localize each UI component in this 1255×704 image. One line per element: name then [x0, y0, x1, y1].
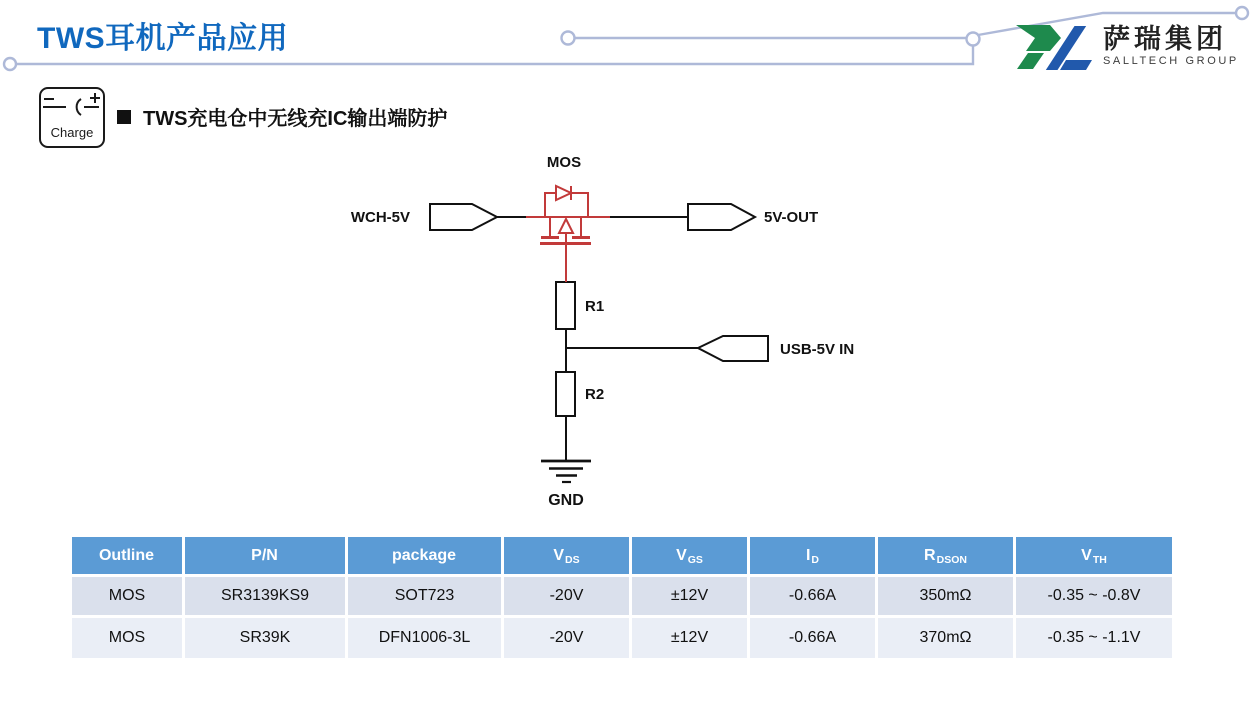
charge-label: Charge: [50, 125, 94, 140]
gnd-label: GND: [548, 492, 584, 509]
table-cell: -0.66A: [750, 577, 875, 615]
header-text: P/N: [251, 546, 278, 564]
r1-label: R1: [585, 298, 605, 315]
resistor-r2: [556, 372, 575, 416]
table-cell: -20V: [504, 618, 629, 658]
logo-green-foot: [1017, 53, 1044, 69]
col-header-package: [348, 537, 501, 574]
logo-text: [1103, 24, 1239, 67]
table-cell: -20V: [504, 577, 629, 615]
table-cell: DFN1006-3L: [348, 618, 501, 658]
table-cell: -0.35 ~ -0.8V: [1016, 577, 1172, 615]
bullet-text: TWS充电仓中无线充IC输出端防护: [143, 108, 448, 130]
mosfet-symbol: [526, 186, 610, 282]
connector-usb5vin: [698, 336, 768, 361]
plus-sign: [90, 93, 100, 103]
body-diode-triangle: [556, 186, 571, 200]
circuit-black: [430, 204, 768, 482]
header-text: I: [805, 546, 811, 564]
table-cell: -0.66A: [750, 618, 875, 658]
header-text: V: [553, 546, 565, 564]
r2-label: R2: [585, 386, 605, 403]
logo-name-en: SALLTECH GROUP: [1103, 55, 1239, 68]
col-header-vgs: [632, 537, 747, 574]
decor-circle-left: [4, 58, 16, 70]
logo-name-cn: 萨瑞集团: [1103, 24, 1227, 54]
header-text: V: [676, 546, 687, 564]
table-cell: ±12V: [632, 618, 747, 658]
resistor-r1: [556, 282, 575, 329]
header-sub: DSON: [936, 553, 967, 566]
table-cell: SOT723: [348, 577, 501, 615]
table-cell: 350mΩ: [878, 577, 1013, 615]
table-cell: -0.35 ~ -1.1V: [1016, 618, 1172, 658]
table-cell: SR3139KS9: [185, 577, 345, 615]
connector-5vout: [688, 204, 755, 230]
bullet-square-icon: [117, 110, 131, 124]
decor-line-bottom: [16, 45, 973, 64]
header-sub: GS: [687, 553, 703, 566]
table-cell: SR39K: [185, 618, 345, 658]
battery-charge-icon: [41, 89, 103, 123]
battery-arc: [77, 99, 81, 115]
col-header-vds: [504, 537, 629, 574]
table-cell: MOS: [72, 618, 182, 658]
col-header-rdson: [878, 537, 1013, 574]
header-text: V: [1081, 546, 1092, 564]
company-logo: [1014, 24, 1239, 72]
body-diode-loop: [545, 193, 588, 217]
table-cell: 370mΩ: [878, 618, 1013, 658]
logo-mark-icon: [1014, 24, 1096, 72]
5vout-label: 5V-OUT: [764, 209, 819, 226]
wch5v-label: WCH-5V: [350, 209, 410, 226]
decor-circle-mid: [562, 32, 575, 45]
usb5vin-label: USB-5V IN: [780, 341, 855, 358]
header-sub: DS: [565, 553, 580, 566]
page-title: TWS耳机产品应用: [37, 22, 289, 55]
header-sub: TH: [1092, 553, 1107, 566]
col-header-outline: [72, 537, 182, 574]
table-cell: ±12V: [632, 577, 747, 615]
mosfet-body-arrow: [559, 219, 573, 233]
header-text: package: [391, 546, 457, 564]
charge-badge: [39, 87, 105, 148]
gnd-symbol: [541, 461, 591, 482]
col-header-id: [750, 537, 875, 574]
connector-wch5v: [430, 204, 497, 230]
header-text: R: [924, 546, 936, 564]
col-header-pn: [185, 537, 345, 574]
bullet-heading: [117, 102, 447, 131]
table-cell: MOS: [72, 577, 182, 615]
header-sub: D: [811, 553, 820, 566]
header-text: Outline: [98, 546, 155, 564]
decor-circle-hub: [967, 33, 980, 46]
logo-green-banner: [1016, 25, 1061, 51]
spec-table: [72, 537, 1172, 658]
col-header-vth: [1016, 537, 1172, 574]
mos-label: MOS: [546, 154, 582, 171]
decor-circle-right: [1236, 7, 1248, 19]
